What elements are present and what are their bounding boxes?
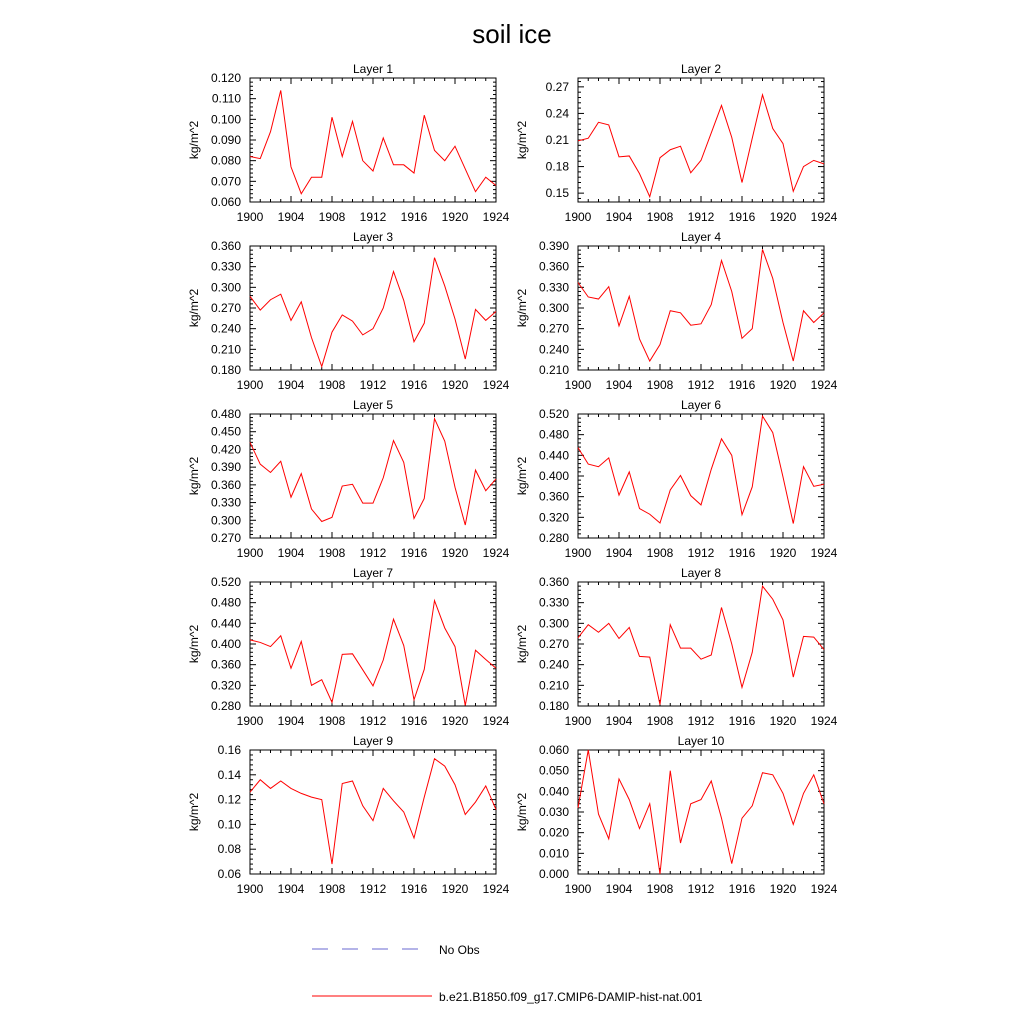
- panel-title: Layer 5: [352, 398, 394, 412]
- y-tick-label: 0.360: [210, 477, 241, 492]
- legend: [312, 943, 703, 1004]
- y-tick-label: 0.520: [210, 575, 241, 589]
- x-tick-label: 1920: [769, 546, 797, 560]
- x-tick-label: 1900: [236, 714, 264, 728]
- x-tick-label: 1900: [236, 210, 264, 224]
- y-tick-label: 0.280: [210, 699, 241, 713]
- series-line: [578, 95, 824, 197]
- y-axis-label: kg/m^2: [515, 624, 529, 664]
- x-tick-label: 1900: [564, 714, 592, 728]
- x-tick-label: 1900: [564, 546, 592, 560]
- x-tick-label: 1904: [605, 714, 633, 728]
- panel-layer-10: [515, 734, 838, 896]
- y-tick-label: 0.15: [545, 186, 569, 201]
- x-tick-label: 1904: [605, 210, 633, 224]
- x-tick-label: 1916: [400, 714, 428, 728]
- x-tick-label: 1916: [400, 882, 428, 896]
- plot-frame: [250, 582, 496, 706]
- y-tick-label: 0.400: [538, 469, 569, 483]
- y-tick-label: 0.210: [210, 342, 241, 357]
- x-tick-label: 1920: [769, 378, 797, 392]
- y-axis-label: kg/m^2: [515, 792, 529, 832]
- x-tick-label: 1924: [482, 714, 510, 728]
- x-tick-label: 1908: [646, 882, 674, 896]
- x-tick-label: 1924: [810, 210, 838, 224]
- plot-frame: [250, 750, 496, 874]
- y-tick-label: 0.240: [210, 321, 241, 336]
- y-tick-label: 0.440: [538, 448, 569, 463]
- plot-frame: [250, 414, 496, 538]
- panel-layer-3: [187, 230, 510, 392]
- x-tick-label: 1924: [810, 378, 838, 392]
- y-tick-label: 0.06: [217, 867, 241, 881]
- y-tick-label: 0.12: [217, 792, 241, 807]
- y-tick-label: 0.330: [538, 595, 569, 610]
- x-tick-label: 1900: [236, 882, 264, 896]
- x-tick-label: 1904: [277, 714, 305, 728]
- x-tick-label: 1900: [564, 378, 592, 392]
- x-tick-label: 1916: [728, 714, 756, 728]
- series-line: [578, 249, 824, 361]
- y-tick-label: 0.270: [210, 531, 241, 545]
- y-tick-label: 0.420: [210, 442, 241, 457]
- x-tick-label: 1924: [482, 546, 510, 560]
- y-tick-label: 0.120: [210, 71, 241, 85]
- x-tick-label: 1908: [646, 546, 674, 560]
- x-tick-label: 1900: [236, 546, 264, 560]
- series-line: [250, 419, 496, 525]
- series-line: [578, 586, 824, 704]
- panel-title: Layer 6: [680, 398, 722, 412]
- y-axis-label: kg/m^2: [187, 792, 201, 832]
- y-tick-label: 0.360: [538, 575, 569, 589]
- x-tick-label: 1900: [236, 378, 264, 392]
- x-tick-label: 1912: [359, 378, 387, 392]
- y-tick-label: 0.360: [210, 239, 241, 253]
- x-tick-label: 1912: [359, 882, 387, 896]
- x-tick-label: 1908: [318, 882, 346, 896]
- plot-frame: [578, 246, 824, 370]
- y-tick-label: 0.390: [210, 460, 241, 475]
- x-tick-label: 1912: [359, 546, 387, 560]
- y-axis-label: kg/m^2: [187, 624, 201, 664]
- x-tick-label: 1904: [277, 210, 305, 224]
- x-tick-label: 1912: [687, 378, 715, 392]
- y-tick-label: 0.480: [210, 407, 241, 421]
- x-tick-label: 1900: [564, 210, 592, 224]
- series-line: [578, 750, 824, 874]
- x-tick-label: 1916: [728, 210, 756, 224]
- x-tick-label: 1904: [605, 378, 633, 392]
- y-tick-label: 0.020: [538, 825, 569, 840]
- plot-frame: [578, 78, 824, 202]
- y-tick-label: 0.300: [538, 301, 569, 315]
- y-tick-label: 0.080: [210, 153, 241, 168]
- y-tick-label: 0.210: [538, 678, 569, 693]
- panel-title: Layer 2: [680, 62, 722, 76]
- x-tick-label: 1908: [646, 378, 674, 392]
- x-tick-label: 1908: [646, 714, 674, 728]
- plot-frame: [578, 750, 824, 874]
- panel-title: Layer 8: [680, 566, 722, 580]
- x-tick-label: 1920: [441, 882, 469, 896]
- panel-layer-8: [515, 566, 838, 728]
- legend-obs-label: No Obs: [439, 943, 480, 957]
- y-tick-label: 0.08: [217, 842, 241, 857]
- plot-frame: [250, 246, 496, 370]
- x-tick-label: 1920: [769, 210, 797, 224]
- panel-layer-9: [187, 734, 510, 896]
- x-tick-label: 1908: [318, 378, 346, 392]
- panel-title: Layer 1: [352, 62, 394, 76]
- y-tick-label: 0.440: [210, 616, 241, 631]
- panel-title: Layer 3: [352, 230, 394, 244]
- panel-layer-1: [187, 62, 510, 224]
- x-tick-label: 1912: [359, 714, 387, 728]
- y-axis-label: kg/m^2: [515, 120, 529, 160]
- x-tick-label: 1920: [441, 546, 469, 560]
- x-tick-label: 1904: [277, 882, 305, 896]
- y-tick-label: 0.300: [210, 280, 241, 295]
- series-line: [250, 90, 496, 193]
- x-tick-label: 1900: [564, 882, 592, 896]
- x-tick-label: 1924: [482, 378, 510, 392]
- panel-title: Layer 7: [352, 566, 394, 580]
- x-tick-label: 1916: [400, 210, 428, 224]
- y-tick-label: 0.360: [538, 489, 569, 504]
- x-tick-label: 1904: [605, 546, 633, 560]
- y-tick-label: 0.330: [210, 259, 241, 274]
- y-tick-label: 0.110: [211, 91, 241, 106]
- y-tick-label: 0.270: [538, 321, 569, 336]
- x-tick-label: 1920: [769, 714, 797, 728]
- y-tick-label: 0.210: [538, 363, 569, 377]
- x-tick-label: 1912: [687, 210, 715, 224]
- x-tick-label: 1920: [441, 210, 469, 224]
- y-tick-label: 0.320: [538, 510, 569, 525]
- y-tick-label: 0.10: [217, 817, 241, 832]
- chart-title: soil ice: [472, 19, 552, 49]
- y-tick-label: 0.16: [217, 743, 241, 757]
- y-tick-label: 0.270: [210, 301, 241, 315]
- panel-title: Layer 9: [352, 734, 394, 748]
- x-tick-label: 1908: [318, 210, 346, 224]
- x-tick-label: 1916: [400, 378, 428, 392]
- legend-model-label: b.e21.B1850.f09_g17.CMIP6-DAMIP-hist-nat.001: [439, 990, 703, 1004]
- y-tick-label: 0.070: [210, 174, 241, 189]
- y-tick-label: 0.050: [538, 763, 569, 778]
- y-tick-label: 0.27: [545, 79, 569, 94]
- y-tick-label: 0.14: [217, 767, 241, 782]
- x-tick-label: 1908: [646, 210, 674, 224]
- x-tick-label: 1920: [441, 378, 469, 392]
- y-tick-label: 0.320: [210, 678, 241, 693]
- plot-frame: [578, 414, 824, 538]
- x-tick-label: 1908: [318, 714, 346, 728]
- x-tick-label: 1908: [318, 546, 346, 560]
- x-tick-label: 1916: [728, 546, 756, 560]
- y-tick-label: 0.180: [210, 363, 241, 377]
- panel-layer-5: [187, 398, 510, 560]
- y-axis-label: kg/m^2: [187, 288, 201, 328]
- x-tick-label: 1916: [728, 882, 756, 896]
- y-axis-label: kg/m^2: [187, 456, 201, 496]
- y-tick-label: 0.480: [538, 427, 569, 442]
- y-tick-label: 0.390: [538, 239, 569, 253]
- y-axis-label: kg/m^2: [187, 120, 201, 160]
- panel-title: Layer 10: [677, 734, 725, 748]
- x-tick-label: 1924: [482, 882, 510, 896]
- y-tick-label: 0.480: [210, 595, 241, 610]
- x-tick-label: 1924: [810, 882, 838, 896]
- y-tick-label: 0.330: [210, 495, 241, 510]
- series-line: [250, 258, 496, 367]
- y-tick-label: 0.100: [210, 112, 241, 127]
- x-tick-label: 1916: [728, 378, 756, 392]
- y-axis-label: kg/m^2: [515, 456, 529, 496]
- panels: [187, 62, 838, 896]
- x-tick-label: 1912: [359, 210, 387, 224]
- panel-layer-7: [187, 566, 510, 728]
- y-tick-label: 0.010: [538, 846, 569, 861]
- panel-layer-6: [515, 398, 838, 560]
- y-tick-label: 0.18: [545, 159, 569, 174]
- y-tick-label: 0.280: [538, 531, 569, 545]
- x-tick-label: 1920: [441, 714, 469, 728]
- panel-layer-4: [515, 230, 838, 392]
- x-tick-label: 1924: [810, 546, 838, 560]
- y-tick-label: 0.240: [538, 657, 569, 672]
- y-tick-label: 0.040: [538, 784, 569, 799]
- x-tick-label: 1912: [687, 546, 715, 560]
- y-tick-label: 0.360: [538, 259, 569, 274]
- y-tick-label: 0.270: [538, 637, 569, 651]
- y-tick-label: 0.300: [210, 513, 241, 528]
- y-tick-label: 0.000: [538, 867, 569, 881]
- y-tick-label: 0.180: [538, 699, 569, 713]
- x-tick-label: 1904: [277, 378, 305, 392]
- y-tick-label: 0.240: [538, 342, 569, 357]
- y-axis-label: kg/m^2: [515, 288, 529, 328]
- panel-title: Layer 4: [680, 230, 722, 244]
- x-tick-label: 1904: [277, 546, 305, 560]
- x-tick-label: 1920: [769, 882, 797, 896]
- y-tick-label: 0.090: [210, 133, 241, 147]
- y-tick-label: 0.520: [538, 407, 569, 421]
- y-tick-label: 0.21: [545, 133, 569, 147]
- y-tick-label: 0.060: [538, 743, 569, 757]
- y-tick-label: 0.330: [538, 280, 569, 295]
- x-tick-label: 1912: [687, 714, 715, 728]
- x-tick-label: 1912: [687, 882, 715, 896]
- panel-layer-2: [515, 62, 838, 224]
- y-tick-label: 0.400: [210, 637, 241, 651]
- y-tick-label: 0.300: [538, 616, 569, 631]
- y-tick-label: 0.450: [210, 424, 241, 439]
- y-tick-label: 0.24: [545, 106, 569, 121]
- series-line: [250, 601, 496, 706]
- y-tick-label: 0.060: [210, 195, 241, 209]
- x-tick-label: 1924: [810, 714, 838, 728]
- x-tick-label: 1904: [605, 882, 633, 896]
- x-tick-label: 1916: [400, 546, 428, 560]
- y-tick-label: 0.030: [538, 805, 569, 819]
- series-line: [250, 759, 496, 864]
- y-tick-label: 0.360: [210, 657, 241, 672]
- x-tick-label: 1924: [482, 210, 510, 224]
- series-line: [578, 416, 824, 523]
